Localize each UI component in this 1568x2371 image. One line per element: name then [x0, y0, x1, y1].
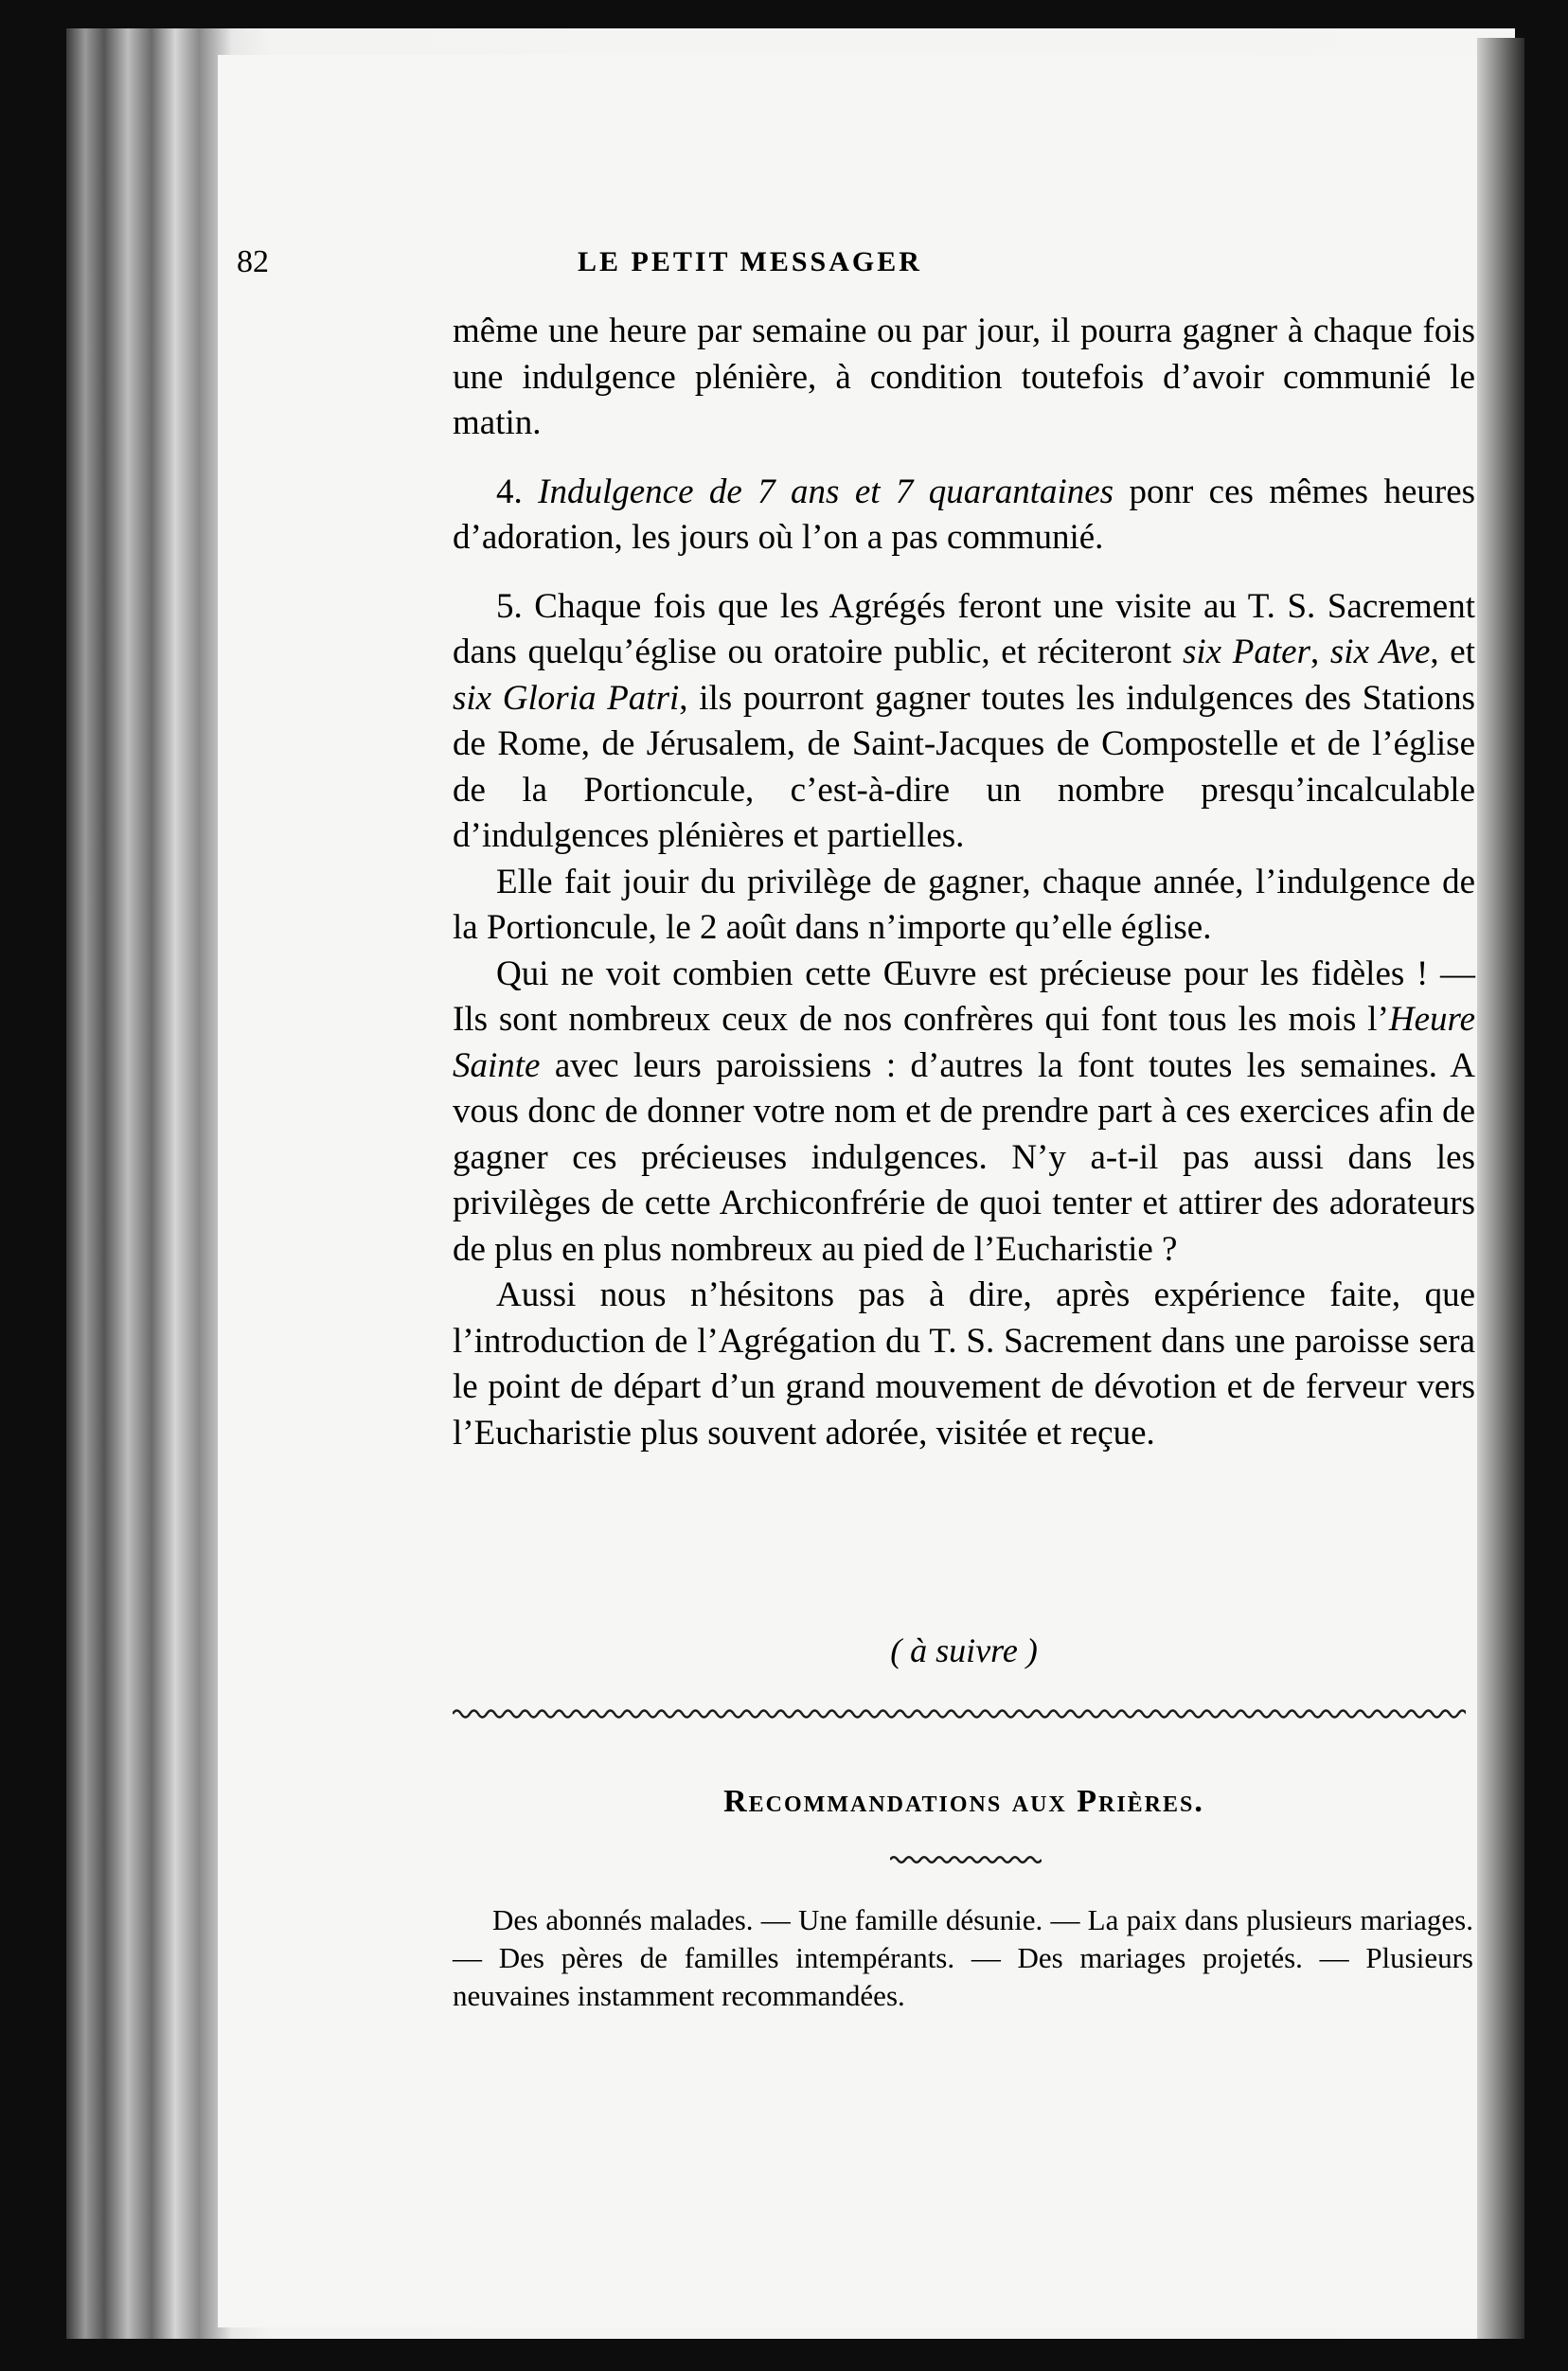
- running-head: [237, 244, 1193, 292]
- wavy-divider: [453, 1704, 1466, 1723]
- wavy-divider-line: [453, 1711, 1466, 1718]
- small-wavy-line: [890, 1857, 1042, 1863]
- small-wavy-ornament: [890, 1852, 1042, 1867]
- binding-shadow: [1477, 38, 1524, 2339]
- continuation-note: ( à suivre ): [890, 1631, 1038, 1669]
- article-body: [453, 309, 1475, 1456]
- paragraph-5: Qui ne voit combien cette Œuvre est précieuse pour les fidèles ! — Ils sont nombreux ceux de nos confrères qui font tous les mois l’Heure Sainte avec leurs paroissiens : d’autres la font toutes les semaines. A vous donc de donner votre nom et de prendre part à ces exercices afin de gagner ces précieuses indulgences. N’y a-t-il pas aussi dans les privilèges de cette Archiconfrérie de quoi tenter et attirer des adorateurs de plus en plus nombreux au pied de l’Eucharistie ?: [453, 954, 1475, 1269]
- paragraph-4: Elle fait jouir du privilège de gagner, chaque année, l’indulgence de la Portioncule, le 2 août dans n’importe qu’elle église.: [453, 862, 1475, 947]
- recommendations-text: Des abonnés malades. — Une famille désunie. — La paix dans plusieurs mariages. — Des pères de familles intempérants. — Des mariages projetés. — Plusieurs neuvaines instamment recommandées.: [453, 1903, 1473, 2012]
- paragraph-6: Aussi nous n’hésitons pas à dire, après expérience faite, que l’introduction de l’Agrégation du T. S. Sacrement dans une paroisse sera le point de départ d’un grand mouvement de dévotion et de ferveur vers l’Eucharistie plus souvent adorée, visitée et reçue.: [453, 1275, 1475, 1453]
- section-heading: Recommandations aux Prières.: [723, 1784, 1204, 1819]
- running-title: LE PETIT MESSAGER: [578, 246, 922, 277]
- paragraph-1: même une heure par semaine ou par jour, il pourra gagner à chaque fois une indulgence plénière, à condition toutefois d’avoir communié le matin.: [453, 312, 1475, 442]
- paragraph-2: 4. Indulgence de 7 ans et 7 quarantaines ponr ces mêmes heures d’adoration, les jours où l’on a pas communié.: [453, 472, 1476, 557]
- paragraph-3: 5. Chaque fois que les Agrégés feront une visite au T. S. Sacrement dans quelqu’église ou oratoire public, et réciteront six Pater, six Ave, et six Gloria Patri, ils pourront gagner toutes les indulgences des Stations de Rome, de Jérusalem, de Saint-Jacques de Compostelle et de l’église de la Portioncule, c’est-à-dire un nombre presqu’incalculable d’indulgences plénières et partielles.: [453, 586, 1476, 855]
- page-number: 82: [237, 244, 269, 279]
